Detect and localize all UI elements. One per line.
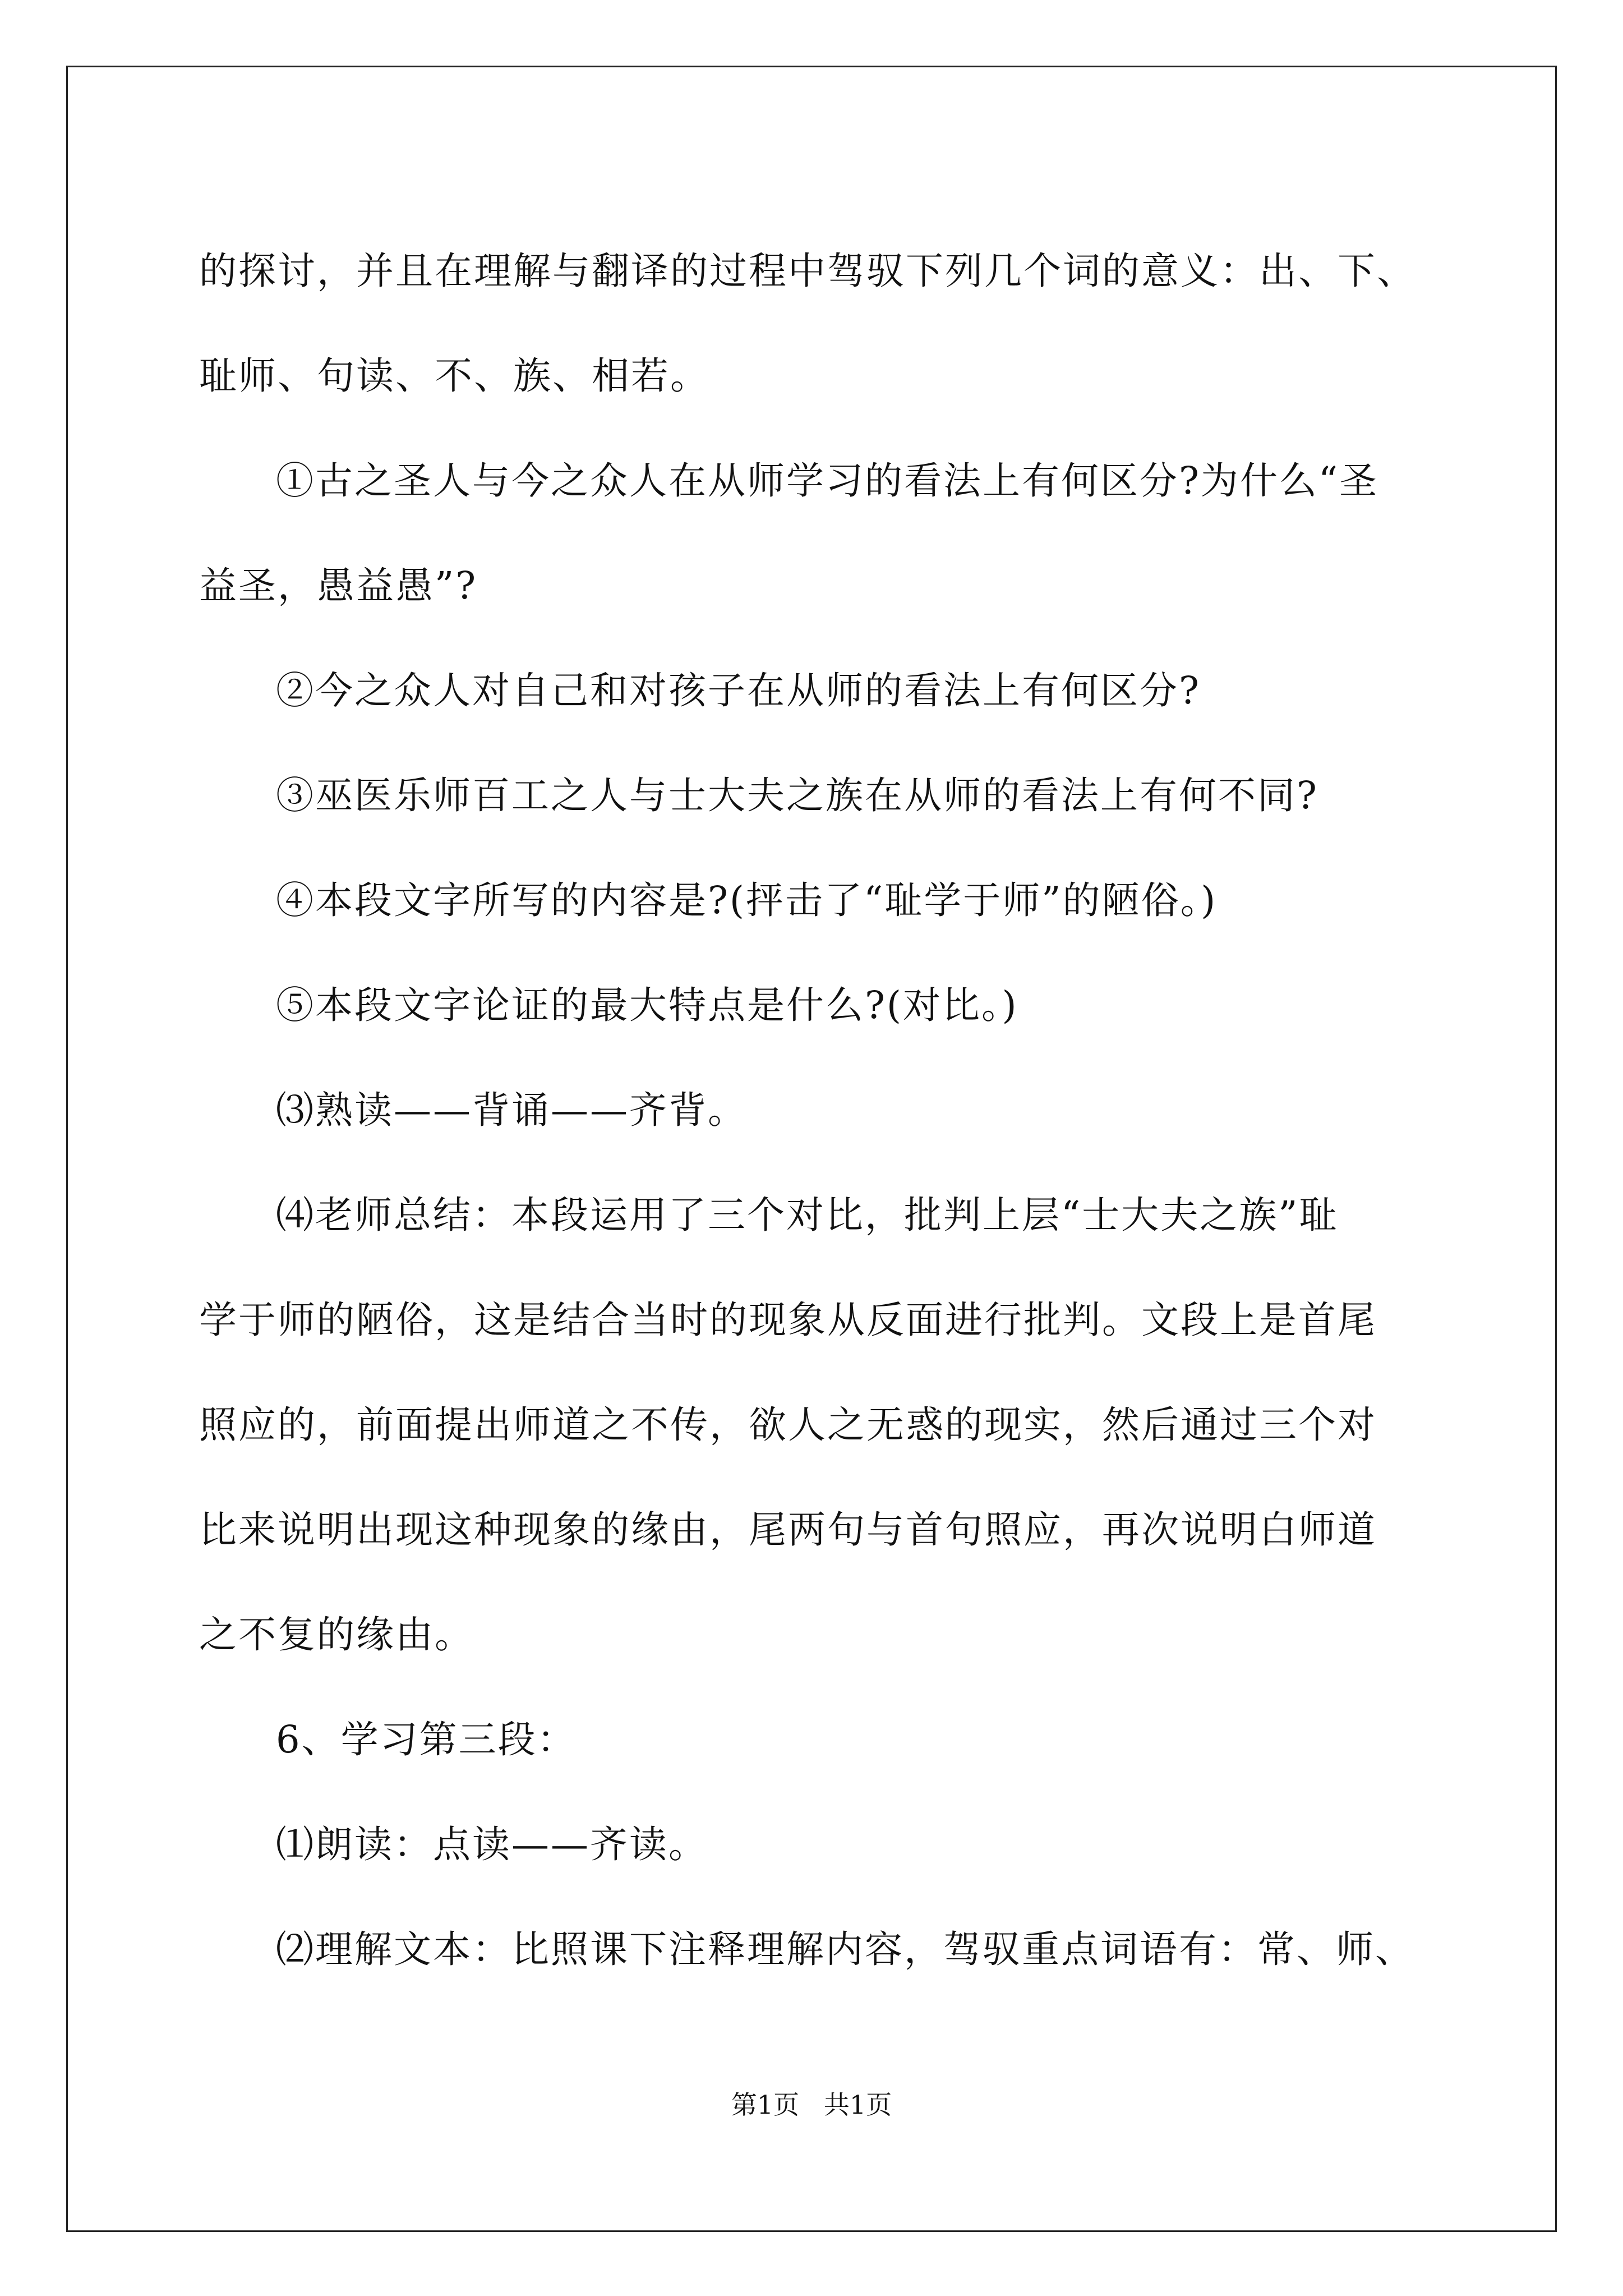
- text-line: ⑶熟读——背诵——齐背。: [276, 1088, 747, 1132]
- page-number-footer: 第1页 共1页: [731, 2090, 892, 2120]
- text-line: 的探讨，并且在理解与翻译的过程中驾驭下列几个词的意义：出、下、: [199, 249, 1416, 293]
- text-line: ④本段文字所写的内容是?(抨击了“耻学于师”的陋俗。): [276, 878, 1218, 922]
- text-line: ⑤本段文字论证的最大特点是什么?(对比。): [276, 983, 1018, 1027]
- document-body: [199, 219, 1461, 2002]
- text-line: 益圣，愚益愚”?: [199, 564, 478, 608]
- text-line: 比来说明出现这种现象的缘由，尾两句与首句照应，再次说明白师道: [199, 1508, 1377, 1552]
- text-line: ⑴朗读：点读——齐读。: [276, 1823, 708, 1866]
- text-line: 6、学习第三段：: [276, 1718, 577, 1761]
- text-line: ③巫医乐师百工之人与士大夫之族在从师的看法上有何不同?: [276, 774, 1318, 817]
- text-line: 之不复的缘由。: [199, 1613, 474, 1657]
- text-line: ①古之圣人与今之众人在从师学习的看法上有何区分?为什么“圣: [276, 459, 1379, 503]
- text-line: 耻师、句读、不、族、相若。: [199, 354, 709, 398]
- text-line: 学于师的陋俗，这是结合当时的现象从反面进行批判。文段上是首尾: [199, 1298, 1377, 1342]
- text-line: ⑵理解文本：比照课下注释理解内容，驾驭重点词语有：常、师、: [276, 1927, 1414, 1971]
- text-line: 照应的，前面提出师道之不传，欲人之无惑的现实，然后通过三个对: [199, 1403, 1377, 1447]
- text-line: ②今之众人对自己和对孩子在从师的看法上有何区分?: [276, 669, 1201, 712]
- text-line: ⑷老师总结：本段运用了三个对比，批判上层“士大夫之族”耻: [276, 1193, 1339, 1237]
